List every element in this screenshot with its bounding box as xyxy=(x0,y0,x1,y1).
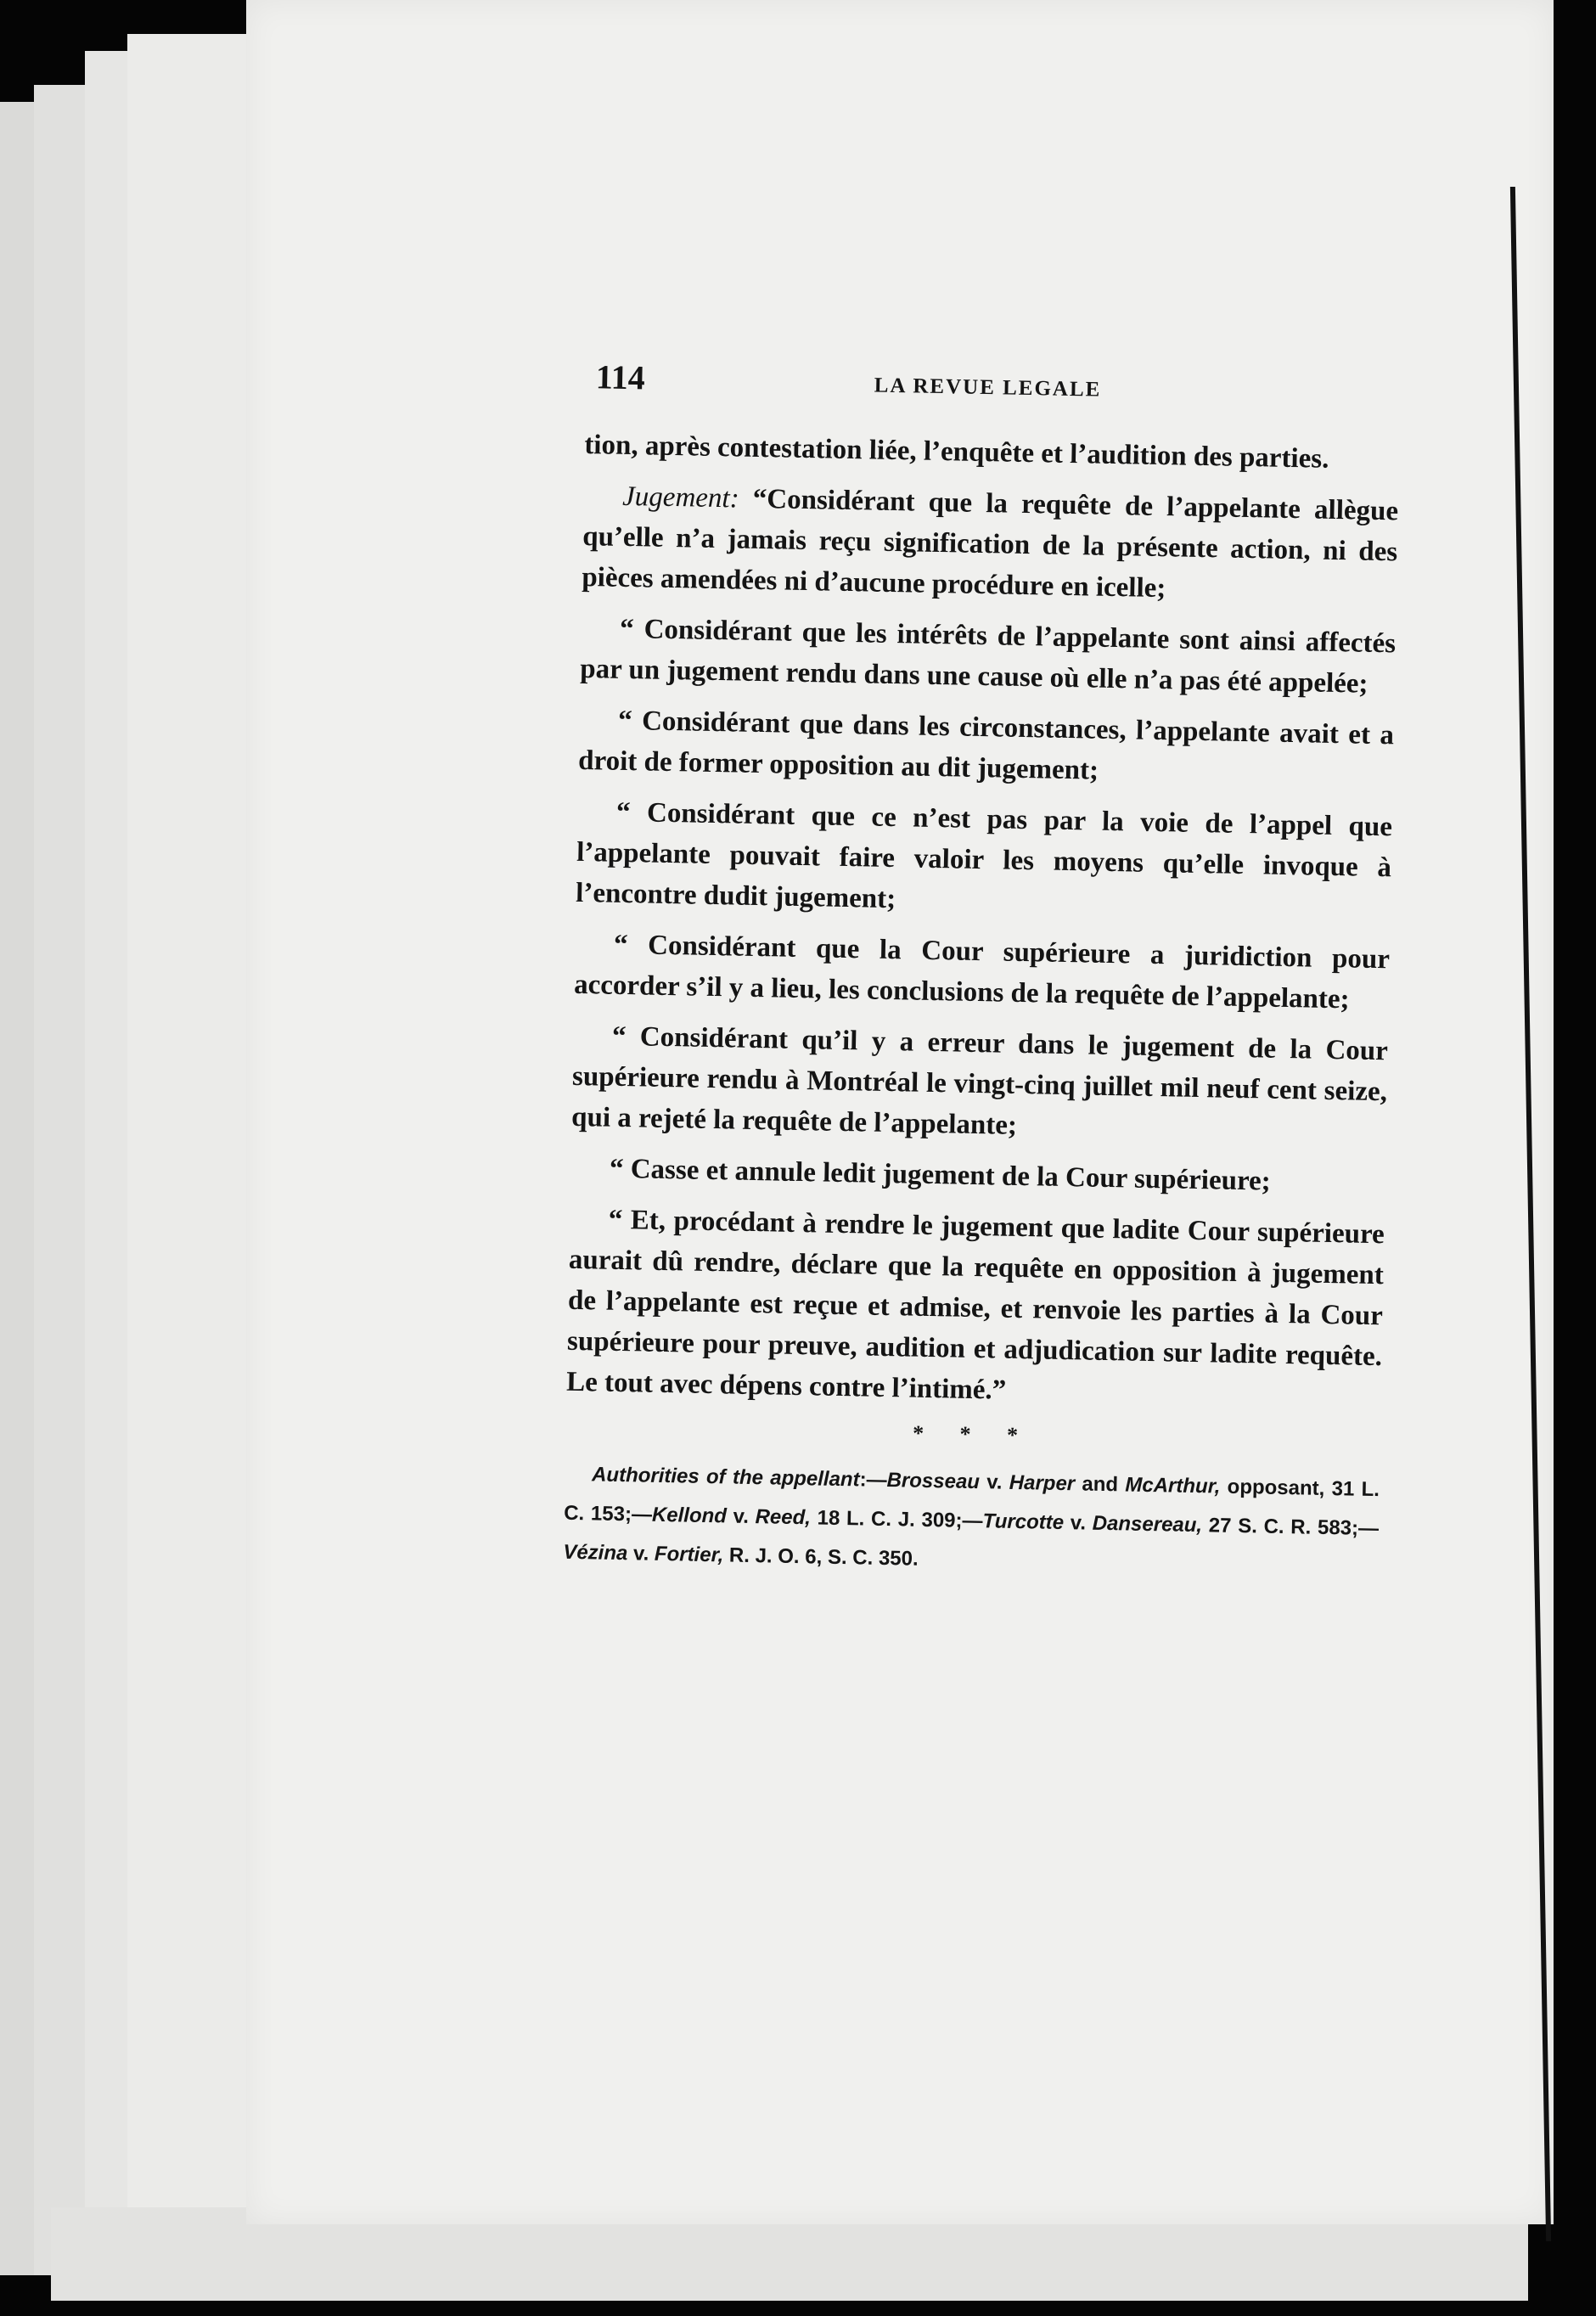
paragraph: “ Considérant qu’il y a erreur dans le jugement de la Cour supérieure rendu à Montréal le vingt-cinq juillet mil neuf cent seize, qui a rejeté la requête de l’appelante; xyxy=(570,1020,1389,1141)
running-head: LA REVUE LEGALE xyxy=(874,374,1102,402)
authorities-label: Authorities of the appellant xyxy=(591,1463,860,1492)
paragraph: “ Considérant que la Cour supérieure a juridiction pour accorder s’il y a lieu, les conclusions de la requête de l’appelante; xyxy=(573,929,1391,1015)
case-party: Turcotte xyxy=(982,1509,1065,1535)
paragraph: tion, après contestation liée, l’enquête et l’audition des parties. xyxy=(584,429,1329,475)
authorities-text: v. xyxy=(726,1504,756,1529)
paragraph-judgment xyxy=(582,475,1399,613)
authorities-text: :— xyxy=(859,1468,887,1492)
paragraph: “ Considérant que dans les circonstances, l’appelante avait et a droit de former opposition au dit jugement; xyxy=(577,705,1395,786)
paragraph: “ Considérant que ce n’est pas par la voie de l’appel que l’appelante pouvait faire valoir les moyens qu’elle invoque à l’encontre dudit jugement; xyxy=(575,796,1393,915)
paragraph: “ Casse et annule ledit jugement de la Cour supérieure; xyxy=(609,1153,1272,1197)
authorities-text: R. J. O. 6, S. C. 350. xyxy=(723,1543,919,1571)
page-stack-edge xyxy=(127,34,257,2292)
case-party: Brosseau xyxy=(886,1469,981,1494)
case-party: McArthur, xyxy=(1125,1473,1221,1498)
page-content xyxy=(563,357,1401,1588)
judgment-text: “Considérant que la requête de l’appelante allègue qu’elle n’a jamais reçu signification de la présente action, ni des pièces amendées ni d’aucune procédure en icelle; xyxy=(582,483,1399,604)
authorities-text: 18 L. C. J. 309;— xyxy=(810,1506,983,1533)
case-party: Harper xyxy=(1009,1470,1076,1496)
authorities-text: and xyxy=(1074,1472,1126,1497)
authorities-text: v. xyxy=(1063,1511,1093,1535)
case-party: Vézina xyxy=(563,1540,628,1566)
authorities-text: opposant, 31 L. C. 153;— xyxy=(563,1475,1380,1526)
case-party: Dansereau, xyxy=(1092,1511,1203,1537)
case-party: Kellond xyxy=(651,1503,728,1528)
paragraph: “ Considérant que les intérêts de l’appelante sont ainsi affectés par un jugement rendu dans une cause où elle n’a pas été appelée; xyxy=(579,613,1396,700)
authorities-text: v. xyxy=(627,1542,655,1566)
case-party: Reed, xyxy=(755,1505,812,1530)
authorities-text: v. xyxy=(979,1470,1010,1494)
judgment-lead: Jugement: xyxy=(621,481,739,514)
case-party: Fortier, xyxy=(654,1542,724,1567)
authorities-text: 27 S. C. R. 583;— xyxy=(1201,1514,1380,1541)
section-separator: * * * xyxy=(912,1420,1034,1448)
paragraph: “ Et, procédant à rendre le jugement que ladite Cour supérieure aurait dû rendre, déclare que la requête en opposition à jugement de l’appelante est reçue et admise, et renvoie les parties à la Cour supérieure pour preuve, audition et adjudication sur ladite requête. Le tout avec dépens contre l’intimé.” xyxy=(565,1204,1385,1406)
page-number: 114 xyxy=(595,357,646,397)
authorities-note xyxy=(563,1455,1380,1588)
